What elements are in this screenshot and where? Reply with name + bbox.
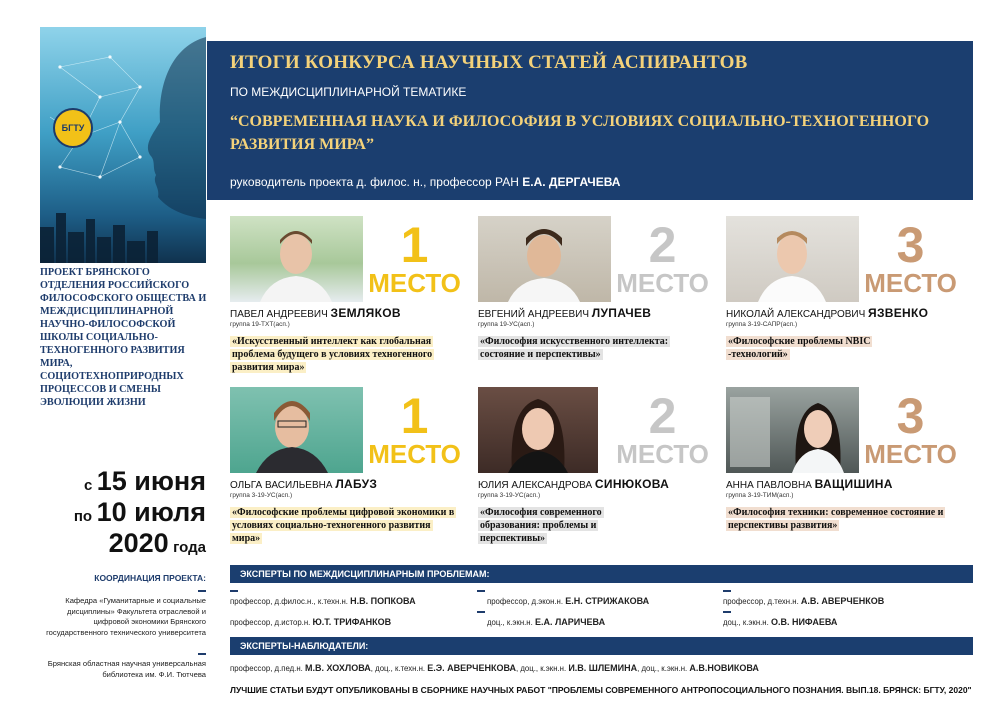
winner-photo [478,387,598,473]
winner-photo [230,387,363,473]
place-number: 3 [896,217,925,273]
observer-name: А.В.НОВИКОВА [689,663,759,673]
winner-first-name: АННА ПАВЛОВНА [726,480,812,491]
place-number: 1 [400,388,429,444]
expert-name: О.В. НИФАЕВА [770,617,838,627]
winner-topic [230,506,460,545]
winner-group: группа 3-19-ТИМ(асп.) [726,492,794,499]
place-word: МЕСТО [864,268,957,298]
observer-title: профессор, д.пед.н. [230,664,303,673]
winner-photo [230,216,363,302]
winner-name [726,306,928,320]
expert-title: доц., к.экн.н. [487,618,533,627]
publication-note: ЛУЧШИЕ СТАТЬИ БУДУТ ОПУБЛИКОВАНЫ В СБОРНИКЕ НАУЧНЫХ РАБОТ "ПРОБЛЕМЫ СОВРЕМЕННОГО АНТРОПОСОЦИАЛЬНОГО ПОЗНАНИЯ. ВЫП.18. БРЯНСК: БГТУ, 2020" [230,685,972,695]
date-from: 15 июня [96,466,206,496]
divider-dash [723,611,731,613]
page-subtitle: ПО МЕЖДИСЦИПЛИНАРНОЙ ТЕМАТИКЕ [230,85,467,99]
winner-last-name: СИНЮКОВА [594,477,670,491]
experts-title-bar: ЭКСПЕРТЫ ПО МЕЖДИСЦИПЛИНАРНЫМ ПРОБЛЕМАМ: [230,565,973,583]
expert-title: профессор, д.экон.н. [487,597,564,606]
expert-name: Ю.Т. ТРИФАНКОВ [312,617,392,627]
divider-dash [723,590,731,592]
winner-last-name: ЗЕМЛЯКОВ [330,306,401,320]
winner-last-name: ВАЩИШИНА [814,477,893,491]
divider-dash [198,590,206,592]
observer-title: доц., к.экн.н. [520,664,567,673]
leader-prefix: руководитель проекта д. филос. н., профессор РАН [230,175,519,189]
event-dates [40,468,206,561]
expert-entry [487,596,649,606]
place-badge [614,217,711,298]
winner-topic [478,506,663,545]
winner-group: группа 3-19-УС(асп.) [230,492,293,499]
divider-dash [230,590,238,592]
place-badge [366,217,463,298]
expert-entry [487,617,605,627]
expert-entry [230,617,391,627]
winner-first-name: ЕВГЕНИЙ АНДРЕЕВИЧ [478,309,589,320]
winner-last-name: ЛАБУЗ [335,477,378,491]
winner-name [726,477,893,491]
place-badge [862,217,959,298]
expert-title: профессор, д.истор.н. [230,618,311,627]
place-number: 1 [400,217,429,273]
expert-name: Е.А. ЛАРИЧЕВА [534,617,606,627]
winner-group: группа 19-УС(асп.) [478,321,535,328]
winner-name [230,306,401,320]
coordination-org-2: Брянская областная научная универсальная библиотека им. Ф.И. Тютчева [47,659,206,679]
winner-first-name: ПАВЕЛ АНДРЕЕВИЧ [230,309,328,320]
winner-group: группа 3-19-УС(асп.) [478,492,541,499]
expert-title: профессор, д.филос.н., к.техн.н. [230,597,348,606]
place-number: 2 [648,388,677,444]
page-title: ИТОГИ КОНКУРСА НАУЧНЫХ СТАТЕЙ АСПИРАНТОВ [230,52,748,73]
winner-group: группа 3-19-САПР(асп.) [726,321,798,328]
winner-topic-text: «Искусственный интеллект как глобальная проблема будущего в условиях техногенного развития мира» [232,336,433,373]
leader-name: Е.А. ДЕРГАЧЕВА [522,175,621,189]
place-word: МЕСТО [616,439,709,469]
divider-dash [477,590,485,592]
winner-topic [230,335,470,374]
winner-last-name: ЛУПАЧЕВ [591,306,652,320]
winner-topic [478,335,703,361]
observers-list: профессор, д.пед.н. М.В. ХОХЛОВА, доц., к.техн.н. Е.Э. АВЕРЧЕНКОВА, доц., к.экн.н. И.В. ШЛЕМИНА, доц., к.экн.н. А.В.НОВИКОВА [230,663,759,673]
expert-name: Н.В. ПОПКОВА [350,596,416,606]
winner-topic [726,335,926,361]
place-badge [614,388,711,469]
observer-name: Е.Э. АВЕРЧЕНКОВА [427,663,517,673]
date-to: 10 июля [96,497,206,527]
place-word: МЕСТО [864,439,957,469]
observer-name: М.В. ХОХЛОВА [305,663,371,673]
winner-last-name: ЯЗВЕНКО [868,306,929,320]
date-from-word: с [83,477,93,494]
winner-first-name: НИКОЛАЙ АЛЕКСАНДРОВИЧ [726,309,866,320]
winner-topic-text: «Философские проблемы цифровой экономики в условиях социально-техногенного развития мира» [232,507,455,544]
place-badge [366,388,463,469]
winner-photo [726,216,859,302]
winner-first-name: ЮЛИЯ АЛЕКСАНДРОВА [478,480,593,491]
winner-first-name: ОЛЬГА ВАСИЛЬЕВНА [230,480,333,491]
winner-group: группа 19-ТХТ(асп.) [230,321,290,328]
university-logo: БГТУ [53,108,93,148]
date-year: 2020 [108,528,169,558]
winner-topic [726,506,961,532]
winner-name [230,477,377,491]
place-word: МЕСТО [368,268,461,298]
expert-name: А.В. АВЕРЧЕНКОВ [800,596,885,606]
divider-dash [198,653,206,655]
winner-topic-text: «Философские проблемы NBIC -технологий» [728,336,871,360]
winner-photo [478,216,611,302]
observer-title: доц., к.техн.н. [375,664,426,673]
winner-topic-text: «Философия техники: современное состояние и перспективы развития» [728,507,944,531]
coordination-org-1: Кафедра «Гуманитарные и социальные дисциплины» Факультета отраслевой и цифровой экономики Брянского государственного технического университета [46,596,206,637]
expert-title: доц., к.экн.н. [723,618,769,627]
observer-name: И.В. ШЛЕМИНА [568,663,638,673]
date-to-word: по [73,508,93,525]
expert-entry [723,617,837,627]
expert-entry [723,596,884,606]
observers-title-bar: ЭКСПЕРТЫ-НАБЛЮДАТЕЛИ: [230,637,973,655]
place-badge [862,388,959,469]
project-leader [230,175,620,189]
winner-photo [726,387,859,473]
divider-dash [477,611,485,613]
winner-name [478,477,669,491]
winner-topic-text: «Философия современного образования: проблемы и перспективы» [480,507,602,544]
coordination-title: КООРДИНАЦИЯ ПРОЕКТА: [94,573,206,583]
expert-entry [230,596,416,606]
observer-title: доц., к.экн.н. [641,664,688,673]
place-word: МЕСТО [616,268,709,298]
project-description: ПРОЕКТ БРЯНСКОГО ОТДЕЛЕНИЯ РОССИЙСКОГО ФИЛОСОФСКОГО ОБЩЕСТВА И МЕЖДИСЦИПЛИНАРНОЙ НАУЧНО-ФИЛОСОФСКОЙ ШКОЛЫ СОЦИАЛЬНО-ТЕХНОГЕННОГО РАЗВИТИЯ МИРА, СОЦИОТЕХНОПРИРОДНЫХ ПРОЦЕССОВ И СМЕНЫ ЭВОЛЮЦИИ ЖИЗНИ [40,267,207,408]
expert-title: профессор, д.техн.н. [723,597,799,606]
expert-name: Е.Н. СТРИЖАКОВА [565,596,650,606]
place-word: МЕСТО [368,439,461,469]
place-number: 3 [896,388,925,444]
place-number: 2 [648,217,677,273]
date-year-word: года [173,539,206,556]
contest-theme: “СОВРЕМЕННАЯ НАУКА И ФИЛОСОФИЯ В УСЛОВИЯХ СОЦИАЛЬНО-ТЕХНОГЕННОГО РАЗВИТИЯ МИРА” [230,113,930,153]
winner-name [478,306,651,320]
winner-topic-text: «Философия искусственного интеллекта: состояние и перспективы» [480,336,669,360]
